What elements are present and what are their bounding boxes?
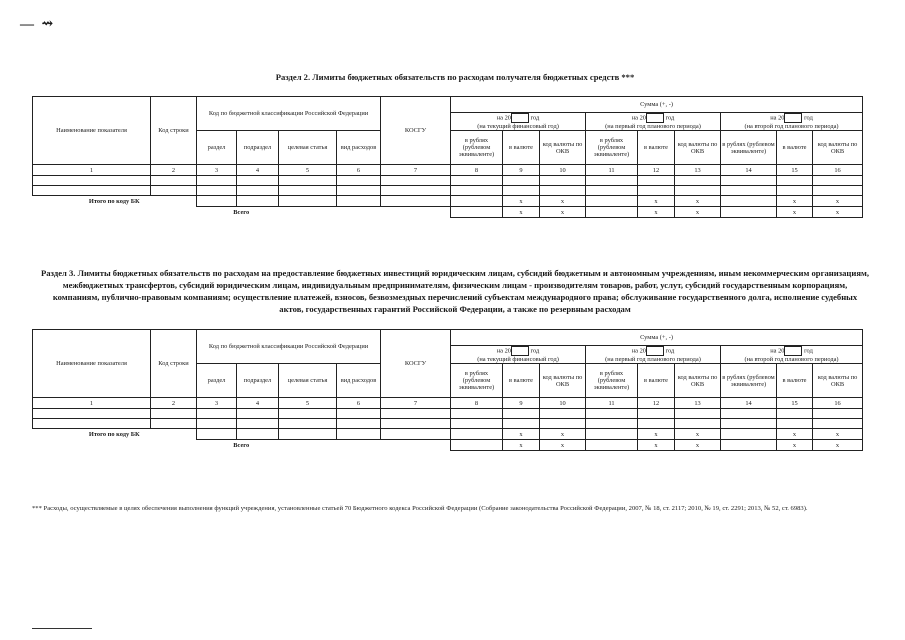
year-suffix: год (530, 347, 540, 355)
col-num: 16 (813, 165, 863, 176)
col-num: 4 (237, 398, 279, 409)
x-mark: x (638, 440, 675, 451)
header-target-article: целевая статья (279, 364, 337, 398)
col-num: 6 (337, 398, 381, 409)
section-2-table (32, 96, 863, 218)
header-period-first-plan (586, 113, 721, 131)
grand-total-label: Всего (233, 441, 250, 449)
section-2-title: Раздел 2. Лимиты бюджетных обязательств по расходам получателя бюджетных средств *** (275, 72, 635, 82)
col-num: 14 (721, 165, 777, 176)
header-expense-type: вид расходов (337, 131, 381, 165)
table-row[interactable] (33, 419, 863, 429)
grand-total-row (33, 440, 863, 451)
section-3-table (32, 329, 863, 451)
header-period-second-plan (721, 346, 863, 364)
header-section: раздел (197, 131, 237, 165)
x-mark: x (675, 196, 721, 207)
col-num: 16 (813, 398, 863, 409)
header-currency-code: код валюты по ОКВ (675, 364, 721, 398)
col-num: 7 (381, 165, 451, 176)
year-prefix: на 20 (770, 347, 785, 355)
year-suffix: год (665, 347, 675, 355)
table-row[interactable] (33, 186, 863, 196)
header-currency: в валюте (638, 364, 675, 398)
x-mark: x (540, 196, 586, 207)
col-num: 1 (33, 398, 151, 409)
year-prefix: на 20 (496, 114, 511, 122)
x-mark: x (503, 207, 540, 218)
header-bk-code: Код по бюджетной классификации Российской Федерации (197, 97, 381, 131)
x-mark: x (503, 196, 540, 207)
total-by-bk-row (33, 196, 863, 207)
col-num: 2 (151, 398, 197, 409)
header-subsection: подраздел (237, 364, 279, 398)
year-suffix: год (804, 347, 813, 355)
header-sum: Сумма (+, -) (451, 330, 863, 346)
period-label: (на текущий финансовый год) (477, 123, 559, 130)
x-mark: x (540, 207, 586, 218)
header-indicator-name: Наименование показателя (33, 330, 151, 398)
x-mark: x (540, 440, 586, 451)
x-mark: x (675, 429, 721, 440)
col-num: 11 (586, 398, 638, 409)
grand-total-label: Всего (233, 208, 250, 216)
col-num: 10 (540, 165, 586, 176)
table-row[interactable] (33, 409, 863, 419)
header-currency-code: код валюты по ОКВ (813, 364, 863, 398)
x-mark: x (813, 429, 863, 440)
col-num: 3 (197, 398, 237, 409)
header-rubles: в рублях (рублевом эквиваленте) (721, 131, 777, 165)
header-currency: в валюте (777, 131, 813, 165)
col-num: 13 (675, 398, 721, 409)
year-input[interactable] (646, 346, 664, 356)
x-mark: x (503, 440, 540, 451)
header-currency: в валюте (503, 131, 540, 165)
total-by-bk-row (33, 429, 863, 440)
year-input[interactable] (646, 113, 664, 123)
header-indicator-name: Наименование показателя (33, 97, 151, 165)
total-by-bk-label: Итого по коду БК (88, 197, 140, 205)
header-period-first-plan (586, 346, 721, 364)
x-mark: x (638, 196, 675, 207)
col-num: 12 (638, 165, 675, 176)
year-prefix: на 20 (631, 114, 646, 122)
col-num: 13 (675, 165, 721, 176)
col-num: 12 (638, 398, 675, 409)
year-input[interactable] (511, 113, 529, 123)
header-expense-type: вид расходов (337, 364, 381, 398)
header-rubles: в рублях (рублевом эквиваленте) (721, 364, 777, 398)
header-currency-code: код валюты по ОКВ (540, 364, 586, 398)
x-mark: x (813, 207, 863, 218)
header-row-code: Код строки (151, 330, 197, 398)
period-label: (на текущий финансовый год) (477, 356, 559, 363)
year-suffix: год (804, 114, 813, 122)
header-rubles: в рублях (рублевом эквиваленте) (586, 131, 638, 165)
x-mark: x (813, 440, 863, 451)
x-mark: x (540, 429, 586, 440)
header-currency: в валюте (638, 131, 675, 165)
header-section: раздел (197, 364, 237, 398)
col-num: 7 (381, 398, 451, 409)
column-number-row (33, 165, 863, 176)
year-prefix: на 20 (770, 114, 785, 122)
x-mark: x (813, 196, 863, 207)
col-num: 1 (33, 165, 151, 176)
header-rubles: в рублях (рублевом эквиваленте) (451, 364, 503, 398)
header-period-second-plan (721, 113, 863, 131)
col-num: 14 (721, 398, 777, 409)
x-mark: x (675, 207, 721, 218)
header-kosgu: КОСГУ (381, 330, 451, 398)
col-num: 2 (151, 165, 197, 176)
year-input[interactable] (784, 346, 802, 356)
x-mark: x (503, 429, 540, 440)
period-label: (на первый год планового периода) (605, 123, 701, 130)
col-num: 11 (586, 165, 638, 176)
col-num: 8 (451, 398, 503, 409)
header-kosgu: КОСГУ (381, 97, 451, 165)
header-rubles: в рублях (рублевом эквиваленте) (451, 131, 503, 165)
header-rubles: в рублях (рублевом эквиваленте) (586, 364, 638, 398)
year-input[interactable] (511, 346, 529, 356)
col-num: 4 (237, 165, 279, 176)
year-suffix: год (665, 114, 675, 122)
header-period-current (451, 346, 586, 364)
header-sum: Сумма (+, -) (451, 97, 863, 113)
header-currency-code: код валюты по ОКВ (813, 131, 863, 165)
x-mark: x (638, 207, 675, 218)
footnote: *** Расходы, осуществляемые в целях обеспечения выполнения функций учреждения, установленные статьей 70 Бюджетного кодекса Российской Федерации (Собрание законодательства Российской Федерации, 2007, № 18, ст. 2117; 2010, № 19, ст. 2291; 2013, № 52, ст. 6983). (32, 505, 808, 512)
year-prefix: на 20 (631, 347, 646, 355)
total-by-bk-label: Итого по коду БК (88, 430, 140, 438)
header-row-code: Код строки (151, 97, 197, 165)
col-num: 15 (777, 165, 813, 176)
x-mark: x (777, 207, 813, 218)
header-currency-code: код валюты по ОКВ (540, 131, 586, 165)
header-bk-code: Код по бюджетной классификации Российской Федерации (197, 330, 381, 364)
x-mark: x (777, 440, 813, 451)
column-number-row (33, 398, 863, 409)
year-prefix: на 20 (496, 347, 511, 355)
header-currency: в валюте (503, 364, 540, 398)
col-num: 6 (337, 165, 381, 176)
period-label: (на второй год планового периода) (744, 123, 839, 130)
col-num: 3 (197, 165, 237, 176)
year-input[interactable] (784, 113, 802, 123)
header-subsection: подраздел (237, 131, 279, 165)
footer-rule (32, 628, 92, 629)
col-num: 10 (540, 398, 586, 409)
x-mark: x (777, 429, 813, 440)
col-num: 5 (279, 165, 337, 176)
col-num: 8 (451, 165, 503, 176)
table-row[interactable] (33, 176, 863, 186)
header-currency-code: код валюты по ОКВ (675, 131, 721, 165)
period-label: (на первый год планового периода) (605, 356, 701, 363)
col-num: 9 (503, 398, 540, 409)
header-target-article: целевая статья (279, 131, 337, 165)
col-num: 15 (777, 398, 813, 409)
grand-total-row (33, 207, 863, 218)
x-mark: x (675, 440, 721, 451)
year-suffix: год (530, 114, 540, 122)
x-mark: x (638, 429, 675, 440)
col-num: 9 (503, 165, 540, 176)
section-3-title: Раздел 3. Лимиты бюджетных обязательств по расходам на предоставление бюджетных инвестиций юридическим лицам, субсидий бюджетным и автономным учреждениям, иным некоммерческим организациям, межбюджетных трансфертов, субсидий юридическим лицам, индивидуальным предпринимателям, физическим лицам - производителям товаров, работ, услут, субсидий государственным корпорациям, компаниям, публично-правовым компаниям; осуществление платежей, взносов, безвозмездных перечислений субъектам международного права; обслуживание государственного долга, исполнение судебных актов, государственных гарантий Российской Федерации, а также по резервным расходам (41, 268, 869, 314)
header-period-current (451, 113, 586, 131)
period-label: (на второй год планового периода) (744, 356, 839, 363)
x-mark: x (777, 196, 813, 207)
corner-mark: — ⇝ (20, 17, 56, 32)
col-num: 5 (279, 398, 337, 409)
header-currency: в валюте (777, 364, 813, 398)
